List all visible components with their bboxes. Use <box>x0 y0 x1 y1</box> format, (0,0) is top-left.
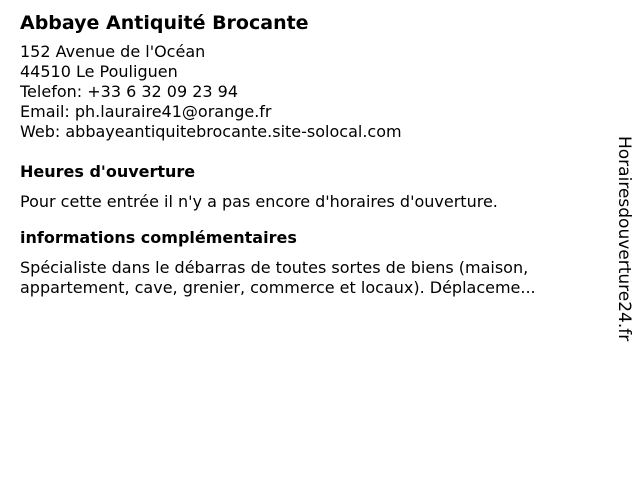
business-card <box>20 10 600 298</box>
additional-info-line-2: appartement, cave, grenier, commerce et locaux). Déplaceme... <box>20 278 536 297</box>
additional-info-text <box>20 258 600 298</box>
additional-info-heading: informations complémentaires <box>20 228 297 247</box>
opening-hours-heading: Heures d'ouverture <box>20 162 196 181</box>
website-url[interactable]: Web: abbayeantiquitebrocante.site-solocal.com <box>20 122 402 141</box>
email-address[interactable]: Email: ph.lauraire41@orange.fr <box>20 102 272 121</box>
phone-number[interactable]: Telefon: +33 6 32 09 23 94 <box>20 82 239 101</box>
additional-info-line-1: Spécialiste dans le débarras de toutes sortes de biens (maison, <box>20 258 529 277</box>
business-name: Abbaye Antiquité Brocante <box>20 12 309 34</box>
opening-hours-text: Pour cette entrée il n'y a pas encore d'horaires d'ouverture. <box>20 192 498 211</box>
city-postcode: 44510 Le Pouliguen <box>20 62 178 81</box>
vertical-brand-label: Horairesdouverture24.fr <box>614 136 634 342</box>
street-address: 152 Avenue de l'Océan <box>20 42 206 61</box>
